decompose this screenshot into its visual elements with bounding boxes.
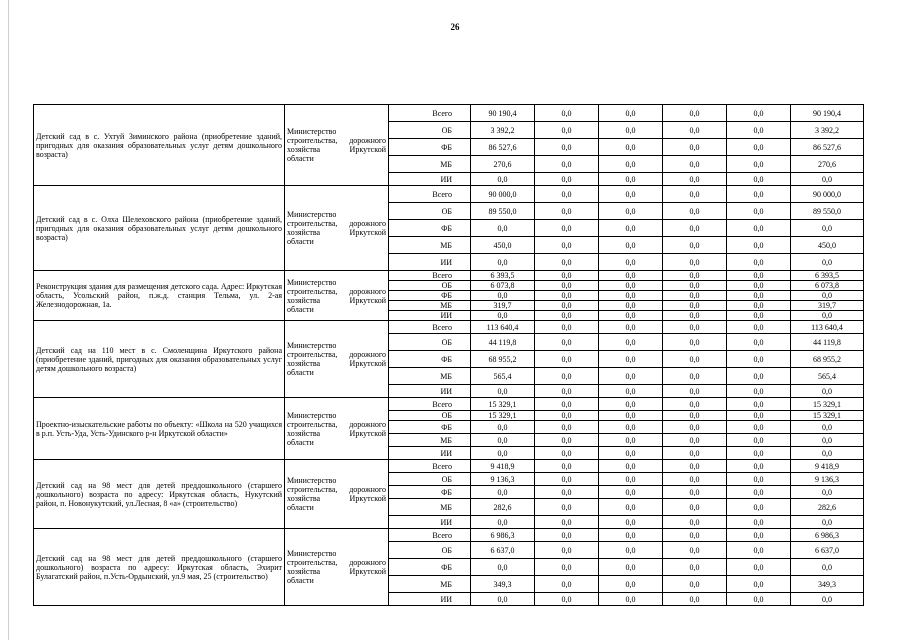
amount-cell: 113 640,4 <box>791 321 864 334</box>
budget-table <box>33 104 864 606</box>
amount-cell: 0,0 <box>535 576 599 593</box>
amount-cell: 0,0 <box>599 351 663 368</box>
amount-cell: 0,0 <box>663 499 727 516</box>
amount-cell: 0,0 <box>535 434 599 447</box>
amount-cell: 0,0 <box>535 271 599 281</box>
amount-cell: 0,0 <box>599 281 663 291</box>
amount-cell: 0,0 <box>535 122 599 139</box>
amount-cell: 0,0 <box>791 486 864 499</box>
amount-cell: 0,0 <box>599 473 663 486</box>
executor-cell: Министерство строительства, дорожного хозяйства Иркутской области <box>285 271 389 321</box>
amount-cell: 0,0 <box>599 499 663 516</box>
funding-source-cell: Всего <box>389 398 471 411</box>
amount-cell: 0,0 <box>599 311 663 321</box>
amount-cell: 15 329,1 <box>791 398 864 411</box>
amount-cell: 0,0 <box>663 301 727 311</box>
amount-cell: 0,0 <box>471 593 535 606</box>
amount-cell: 0,0 <box>535 334 599 351</box>
amount-cell: 0,0 <box>663 351 727 368</box>
amount-cell: 0,0 <box>535 186 599 203</box>
funding-source-cell: Всего <box>389 271 471 281</box>
amount-cell: 0,0 <box>727 411 791 421</box>
amount-cell: 0,0 <box>663 593 727 606</box>
amount-cell: 9 418,9 <box>791 460 864 473</box>
object-name-cell: Реконструкция здания для размещения детского сада. Адрес: Иркутская область, Усольский район, п.ж.д. станция Тельма, ул. 2-ая Железнодорожная, 1а. <box>34 271 285 321</box>
amount-cell: 0,0 <box>727 351 791 368</box>
amount-cell: 0,0 <box>663 122 727 139</box>
amount-cell: 0,0 <box>727 186 791 203</box>
funding-source-cell: ИИ <box>389 516 471 529</box>
amount-cell: 0,0 <box>535 593 599 606</box>
amount-cell: 0,0 <box>727 473 791 486</box>
amount-cell: 0,0 <box>535 473 599 486</box>
object-name-cell: Детский сад на 110 мест в с. Смоленщина Иркутского района (приобретение зданий, пригодных для оказания образовательных услуг детям дошкольного возраста) <box>34 321 285 398</box>
amount-cell: 113 640,4 <box>471 321 535 334</box>
amount-cell: 0,0 <box>727 203 791 220</box>
amount-cell: 0,0 <box>599 122 663 139</box>
amount-cell: 0,0 <box>791 173 864 186</box>
amount-cell: 0,0 <box>599 321 663 334</box>
funding-source-cell: ИИ <box>389 593 471 606</box>
amount-cell: 0,0 <box>599 271 663 281</box>
amount-cell: 565,4 <box>791 368 864 385</box>
amount-cell: 0,0 <box>471 559 535 576</box>
amount-cell: 0,0 <box>535 173 599 186</box>
object-name-cell: Детский сад на 98 мест для детей преддошкольного (старшего дошкольного) возраста по адресу: Иркутская область, Эхирит Булагатский район, п.Усть-Ордынский, ул.9 мая, 25 (строительство) <box>34 529 285 606</box>
amount-cell: 565,4 <box>471 368 535 385</box>
amount-cell: 450,0 <box>791 237 864 254</box>
amount-cell: 0,0 <box>663 105 727 122</box>
amount-cell: 6 393,5 <box>471 271 535 281</box>
amount-cell: 0,0 <box>599 486 663 499</box>
amount-cell: 0,0 <box>535 220 599 237</box>
amount-cell: 0,0 <box>599 334 663 351</box>
table-row <box>34 321 864 334</box>
amount-cell: 0,0 <box>727 321 791 334</box>
amount-cell: 0,0 <box>791 516 864 529</box>
amount-cell: 0,0 <box>599 203 663 220</box>
amount-cell: 0,0 <box>727 486 791 499</box>
budget-table-body <box>34 105 864 606</box>
amount-cell: 0,0 <box>663 334 727 351</box>
amount-cell: 0,0 <box>535 105 599 122</box>
amount-cell: 0,0 <box>599 593 663 606</box>
amount-cell: 0,0 <box>471 434 535 447</box>
amount-cell: 0,0 <box>663 516 727 529</box>
amount-cell: 319,7 <box>471 301 535 311</box>
amount-cell: 0,0 <box>663 311 727 321</box>
amount-cell: 0,0 <box>791 291 864 301</box>
amount-cell: 0,0 <box>663 447 727 460</box>
amount-cell: 6 637,0 <box>791 542 864 559</box>
funding-source-cell: МБ <box>389 434 471 447</box>
table-row <box>34 105 864 122</box>
amount-cell: 0,0 <box>727 301 791 311</box>
amount-cell: 270,6 <box>471 156 535 173</box>
amount-cell: 0,0 <box>663 291 727 301</box>
amount-cell: 90 190,4 <box>791 105 864 122</box>
amount-cell: 0,0 <box>535 499 599 516</box>
amount-cell: 0,0 <box>471 385 535 398</box>
object-name-cell: Детский сад на 98 мест для детей преддошкольного (старшего дошкольного) возраста по адресу: Иркутская область, Нукутский район, п. Новонукутский, ул.Лесная, 8 «а» (строительство) <box>34 460 285 529</box>
amount-cell: 6 986,3 <box>471 529 535 542</box>
amount-cell: 0,0 <box>535 156 599 173</box>
amount-cell: 0,0 <box>471 291 535 301</box>
amount-cell: 68 955,2 <box>791 351 864 368</box>
funding-source-cell: ФБ <box>389 220 471 237</box>
amount-cell: 0,0 <box>535 447 599 460</box>
funding-source-cell: МБ <box>389 156 471 173</box>
amount-cell: 0,0 <box>599 411 663 421</box>
amount-cell: 0,0 <box>599 421 663 434</box>
funding-source-cell: ИИ <box>389 385 471 398</box>
amount-cell: 0,0 <box>663 254 727 271</box>
amount-cell: 349,3 <box>471 576 535 593</box>
amount-cell: 0,0 <box>535 559 599 576</box>
amount-cell: 15 329,1 <box>471 398 535 411</box>
amount-cell: 0,0 <box>599 529 663 542</box>
amount-cell: 0,0 <box>791 254 864 271</box>
object-name-cell: Детский сад в с. Ухтуй Зиминского района (приобретение зданий, пригодных для оказания образовательных услуг детям дошкольного возраста) <box>34 105 285 186</box>
amount-cell: 89 550,0 <box>791 203 864 220</box>
amount-cell: 0,0 <box>727 398 791 411</box>
amount-cell: 0,0 <box>599 139 663 156</box>
amount-cell: 0,0 <box>663 542 727 559</box>
table-row <box>34 271 864 281</box>
amount-cell: 0,0 <box>535 460 599 473</box>
amount-cell: 90 000,0 <box>471 186 535 203</box>
funding-source-cell: МБ <box>389 499 471 516</box>
amount-cell: 0,0 <box>663 173 727 186</box>
funding-source-cell: ОБ <box>389 473 471 486</box>
amount-cell: 0,0 <box>599 516 663 529</box>
executor-cell: Министерство строительства, дорожного хозяйства Иркутской области <box>285 529 389 606</box>
amount-cell: 3 392,2 <box>791 122 864 139</box>
amount-cell: 6 073,8 <box>791 281 864 291</box>
amount-cell: 0,0 <box>535 203 599 220</box>
amount-cell: 0,0 <box>663 576 727 593</box>
executor-cell: Министерство строительства, дорожного хозяйства Иркутской области <box>285 321 389 398</box>
amount-cell: 0,0 <box>727 447 791 460</box>
table-row <box>34 460 864 473</box>
funding-source-cell: ФБ <box>389 291 471 301</box>
amount-cell: 0,0 <box>535 254 599 271</box>
amount-cell: 0,0 <box>599 576 663 593</box>
funding-source-cell: ФБ <box>389 559 471 576</box>
amount-cell: 0,0 <box>727 421 791 434</box>
amount-cell: 0,0 <box>535 516 599 529</box>
table-row <box>34 398 864 411</box>
amount-cell: 0,0 <box>535 486 599 499</box>
amount-cell: 0,0 <box>471 486 535 499</box>
amount-cell: 282,6 <box>791 499 864 516</box>
executor-cell: Министерство строительства, дорожного хозяйства Иркутской области <box>285 398 389 460</box>
amount-cell: 44 119,8 <box>791 334 864 351</box>
amount-cell: 0,0 <box>727 385 791 398</box>
funding-source-cell: Всего <box>389 460 471 473</box>
amount-cell: 270,6 <box>791 156 864 173</box>
amount-cell: 0,0 <box>727 460 791 473</box>
amount-cell: 0,0 <box>471 516 535 529</box>
amount-cell: 0,0 <box>663 473 727 486</box>
amount-cell: 0,0 <box>663 559 727 576</box>
object-name-cell: Детский сад в с. Олха Шелеховского района (приобретение зданий, пригодных для оказания образовательных услуг детям дошкольного возраста) <box>34 186 285 271</box>
amount-cell: 0,0 <box>727 139 791 156</box>
amount-cell: 0,0 <box>535 542 599 559</box>
amount-cell: 0,0 <box>535 351 599 368</box>
amount-cell: 0,0 <box>663 220 727 237</box>
amount-cell: 0,0 <box>791 385 864 398</box>
amount-cell: 0,0 <box>471 220 535 237</box>
executor-cell: Министерство строительства, дорожного хозяйства Иркутской области <box>285 186 389 271</box>
amount-cell: 319,7 <box>791 301 864 311</box>
amount-cell: 0,0 <box>791 593 864 606</box>
amount-cell: 0,0 <box>599 105 663 122</box>
amount-cell: 6 393,5 <box>791 271 864 281</box>
amount-cell: 0,0 <box>663 156 727 173</box>
amount-cell: 0,0 <box>471 447 535 460</box>
amount-cell: 0,0 <box>663 411 727 421</box>
amount-cell: 0,0 <box>535 529 599 542</box>
amount-cell: 349,3 <box>791 576 864 593</box>
amount-cell: 0,0 <box>727 156 791 173</box>
amount-cell: 450,0 <box>471 237 535 254</box>
amount-cell: 0,0 <box>663 460 727 473</box>
page-number: 26 <box>450 22 460 32</box>
amount-cell: 15 329,1 <box>471 411 535 421</box>
amount-cell: 0,0 <box>791 559 864 576</box>
funding-source-cell: ИИ <box>389 311 471 321</box>
funding-source-cell: Всего <box>389 186 471 203</box>
amount-cell: 0,0 <box>599 156 663 173</box>
funding-source-cell: Всего <box>389 529 471 542</box>
funding-source-cell: МБ <box>389 301 471 311</box>
funding-source-cell: ФБ <box>389 421 471 434</box>
amount-cell: 0,0 <box>727 254 791 271</box>
funding-source-cell: ОБ <box>389 542 471 559</box>
amount-cell: 282,6 <box>471 499 535 516</box>
amount-cell: 0,0 <box>663 237 727 254</box>
amount-cell: 89 550,0 <box>471 203 535 220</box>
amount-cell: 0,0 <box>599 220 663 237</box>
amount-cell: 0,0 <box>599 368 663 385</box>
amount-cell: 6 073,8 <box>471 281 535 291</box>
amount-cell: 0,0 <box>727 281 791 291</box>
amount-cell: 0,0 <box>535 281 599 291</box>
amount-cell: 0,0 <box>599 186 663 203</box>
amount-cell: 90 000,0 <box>791 186 864 203</box>
amount-cell: 0,0 <box>535 237 599 254</box>
amount-cell: 90 190,4 <box>471 105 535 122</box>
budget-table-container <box>33 104 864 606</box>
amount-cell: 0,0 <box>599 291 663 301</box>
amount-cell: 0,0 <box>599 173 663 186</box>
object-name-cell: Проектно-изыскательские работы по объекту: «Школа на 520 учащихся в р.п. Усть-Уда, Усть-Удинского р-н Иркутской области» <box>34 398 285 460</box>
amount-cell: 0,0 <box>727 311 791 321</box>
funding-source-cell: МБ <box>389 368 471 385</box>
funding-source-cell: ОБ <box>389 203 471 220</box>
amount-cell: 0,0 <box>535 385 599 398</box>
amount-cell: 0,0 <box>663 529 727 542</box>
amount-cell: 0,0 <box>727 220 791 237</box>
funding-source-cell: МБ <box>389 576 471 593</box>
amount-cell: 0,0 <box>471 173 535 186</box>
amount-cell: 0,0 <box>727 576 791 593</box>
amount-cell: 0,0 <box>727 559 791 576</box>
table-row <box>34 529 864 542</box>
page-edge-line <box>8 0 9 640</box>
amount-cell: 0,0 <box>791 220 864 237</box>
amount-cell: 15 329,1 <box>791 411 864 421</box>
amount-cell: 0,0 <box>471 421 535 434</box>
amount-cell: 0,0 <box>727 368 791 385</box>
amount-cell: 0,0 <box>727 593 791 606</box>
amount-cell: 6 986,3 <box>791 529 864 542</box>
amount-cell: 0,0 <box>727 105 791 122</box>
amount-cell: 0,0 <box>535 411 599 421</box>
funding-source-cell: ОБ <box>389 281 471 291</box>
amount-cell: 0,0 <box>535 368 599 385</box>
amount-cell: 0,0 <box>791 434 864 447</box>
funding-source-cell: ФБ <box>389 351 471 368</box>
amount-cell: 0,0 <box>599 559 663 576</box>
executor-cell: Министерство строительства, дорожного хозяйства Иркутской области <box>285 105 389 186</box>
amount-cell: 0,0 <box>791 421 864 434</box>
amount-cell: 0,0 <box>471 254 535 271</box>
funding-source-cell: МБ <box>389 237 471 254</box>
amount-cell: 0,0 <box>663 434 727 447</box>
amount-cell: 0,0 <box>599 237 663 254</box>
amount-cell: 0,0 <box>599 385 663 398</box>
amount-cell: 0,0 <box>663 281 727 291</box>
funding-source-cell: ФБ <box>389 139 471 156</box>
funding-source-cell: ОБ <box>389 411 471 421</box>
amount-cell: 0,0 <box>663 368 727 385</box>
amount-cell: 0,0 <box>727 516 791 529</box>
amount-cell: 0,0 <box>599 398 663 411</box>
funding-source-cell: ОБ <box>389 334 471 351</box>
amount-cell: 0,0 <box>727 499 791 516</box>
amount-cell: 0,0 <box>471 311 535 321</box>
amount-cell: 0,0 <box>727 122 791 139</box>
amount-cell: 0,0 <box>663 139 727 156</box>
amount-cell: 0,0 <box>663 398 727 411</box>
amount-cell: 3 392,2 <box>471 122 535 139</box>
amount-cell: 0,0 <box>535 421 599 434</box>
amount-cell: 86 527,6 <box>471 139 535 156</box>
amount-cell: 0,0 <box>727 434 791 447</box>
amount-cell: 86 527,6 <box>791 139 864 156</box>
amount-cell: 0,0 <box>727 334 791 351</box>
amount-cell: 0,0 <box>599 434 663 447</box>
amount-cell: 0,0 <box>599 542 663 559</box>
amount-cell: 0,0 <box>791 447 864 460</box>
amount-cell: 0,0 <box>535 301 599 311</box>
amount-cell: 0,0 <box>791 311 864 321</box>
amount-cell: 0,0 <box>535 321 599 334</box>
amount-cell: 0,0 <box>599 301 663 311</box>
table-row <box>34 186 864 203</box>
funding-source-cell: ИИ <box>389 447 471 460</box>
amount-cell: 0,0 <box>727 173 791 186</box>
amount-cell: 0,0 <box>663 421 727 434</box>
amount-cell: 0,0 <box>535 139 599 156</box>
amount-cell: 68 955,2 <box>471 351 535 368</box>
amount-cell: 0,0 <box>599 447 663 460</box>
amount-cell: 0,0 <box>727 542 791 559</box>
funding-source-cell: ОБ <box>389 122 471 139</box>
amount-cell: 0,0 <box>663 186 727 203</box>
amount-cell: 0,0 <box>535 311 599 321</box>
amount-cell: 9 418,9 <box>471 460 535 473</box>
amount-cell: 9 136,3 <box>791 473 864 486</box>
amount-cell: 0,0 <box>663 271 727 281</box>
amount-cell: 0,0 <box>535 398 599 411</box>
funding-source-cell: ИИ <box>389 254 471 271</box>
amount-cell: 0,0 <box>535 291 599 301</box>
amount-cell: 9 136,3 <box>471 473 535 486</box>
amount-cell: 0,0 <box>663 321 727 334</box>
amount-cell: 0,0 <box>727 529 791 542</box>
amount-cell: 44 119,8 <box>471 334 535 351</box>
amount-cell: 0,0 <box>727 291 791 301</box>
amount-cell: 0,0 <box>663 385 727 398</box>
funding-source-cell: ИИ <box>389 173 471 186</box>
amount-cell: 0,0 <box>599 254 663 271</box>
amount-cell: 0,0 <box>663 486 727 499</box>
funding-source-cell: Всего <box>389 105 471 122</box>
amount-cell: 0,0 <box>727 237 791 254</box>
funding-source-cell: Всего <box>389 321 471 334</box>
amount-cell: 0,0 <box>727 271 791 281</box>
amount-cell: 6 637,0 <box>471 542 535 559</box>
funding-source-cell: ФБ <box>389 486 471 499</box>
amount-cell: 0,0 <box>663 203 727 220</box>
amount-cell: 0,0 <box>599 460 663 473</box>
executor-cell: Министерство строительства, дорожного хозяйства Иркутской области <box>285 460 389 529</box>
